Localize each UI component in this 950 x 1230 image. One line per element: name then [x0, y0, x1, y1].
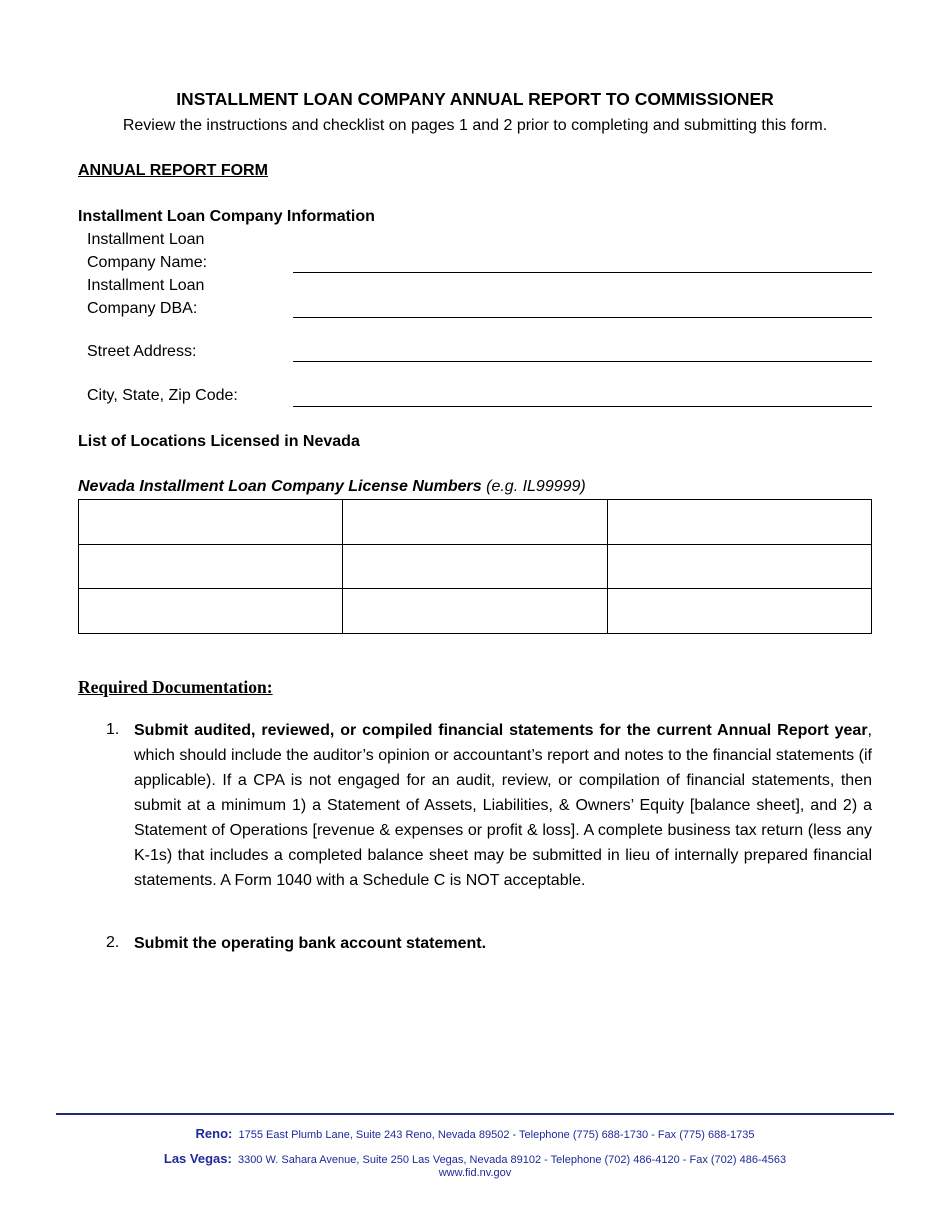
street-address-label: Street Address:: [87, 343, 197, 360]
company-dba-field[interactable]: [293, 317, 872, 318]
license-cell[interactable]: [607, 589, 871, 634]
license-numbers-table: [78, 499, 872, 634]
page-title: INSTALLMENT LOAN COMPANY ANNUAL REPORT TO COMMISSIONER: [176, 89, 774, 109]
table-row: [79, 589, 872, 634]
company-name-field[interactable]: [293, 272, 872, 273]
license-cell[interactable]: [79, 589, 343, 634]
list-item-number: 1.: [106, 721, 120, 738]
required-documentation-heading: Required Documentation:: [78, 677, 273, 697]
license-cell[interactable]: [607, 500, 871, 545]
footer-website-link[interactable]: www.fid.nv.gov: [438, 1167, 512, 1179]
license-cell[interactable]: [79, 500, 343, 545]
list-item: Submit audited, reviewed, or compiled financial statements for the current Annual Report year, which should include the auditor’s opinion or accountant’s report and notes to the financial statements (if applicable). If a CPA is not engaged for an audit, review, or compilation of financial statements, then submit at a minimum 1) a Statement of Assets, Liabilities, & Owners’ Equity [balance sheet], and 2) a Statement of Operations [revenue & expenses or profit & loss]. A complete business tax return (less any K-1s) that includes a completed balance sheet may be submitted in lieu of internally prepared financial statements. A Form 1040 with a Schedule C is NOT acceptable.: [134, 722, 872, 889]
page-subtitle: Review the instructions and checklist on pages 1 and 2 prior to completing and submitting this form.: [122, 117, 828, 134]
license-cell[interactable]: [607, 544, 871, 589]
license-cell[interactable]: [343, 500, 607, 545]
license-cell[interactable]: [343, 589, 607, 634]
table-row: [79, 544, 872, 589]
license-numbers-heading: Nevada Installment Loan Company License Numbers (e.g. IL99999): [78, 478, 586, 495]
city-state-zip-field[interactable]: [293, 406, 872, 407]
city-state-zip-label: City, State, Zip Code:: [87, 387, 238, 404]
footer-divider: [56, 1113, 894, 1115]
company-name-label: Installment Loan Company Name:: [87, 231, 208, 271]
footer-reno: Reno: 1755 East Plumb Lane, Suite 243 Reno, Nevada 89502 - Telephone (775) 688-1730 - Fax (775) 688-1735: [195, 1126, 755, 1141]
table-row: [79, 500, 872, 545]
locations-heading: List of Locations Licensed in Nevada: [78, 433, 360, 450]
list-item-number: 2.: [106, 934, 120, 951]
license-cell[interactable]: [79, 544, 343, 589]
street-address-field[interactable]: [293, 361, 872, 362]
section-title: ANNUAL REPORT FORM: [78, 162, 268, 179]
company-dba-label: Installment Loan Company DBA:: [87, 277, 205, 317]
footer-las-vegas: Las Vegas: 3300 W. Sahara Avenue, Suite 250 Las Vegas, Nevada 89102 - Telephone (702) 486-4120 - Fax (702) 486-4563: [163, 1151, 787, 1166]
license-cell[interactable]: [343, 544, 607, 589]
list-item: Submit the operating bank account statement.: [134, 935, 487, 952]
company-info-heading: Installment Loan Company Information: [78, 208, 375, 225]
